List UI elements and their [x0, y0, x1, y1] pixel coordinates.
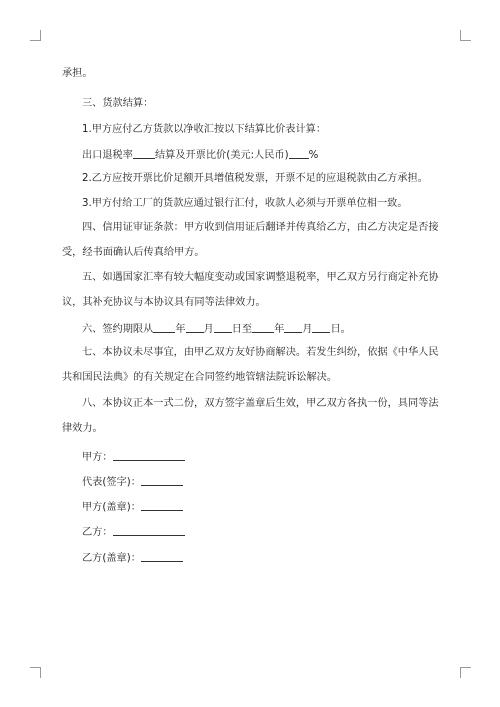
blank-field — [312, 321, 330, 333]
signature-blank — [113, 524, 185, 536]
signature-representative — [82, 474, 442, 490]
text-segment: 结算及开票比价(美元:人民币) — [154, 150, 289, 161]
blank-field — [186, 321, 204, 333]
signature-party-a-seal — [82, 499, 442, 515]
text-segment: 出口退税率 — [82, 150, 133, 161]
signature-label: 乙方(盖章)： — [82, 553, 141, 564]
blank-field — [153, 321, 175, 333]
settlement-ratio-line — [82, 147, 442, 163]
paragraph-line: 2.乙方应按开票比价足额开具增值税发票，开票不足的应退税款由乙方承担。 — [82, 173, 428, 184]
paragraph-line: 律效力。 — [62, 423, 103, 434]
signature-label: 乙方： — [82, 527, 113, 538]
crop-mark-bottom-left — [30, 667, 41, 678]
paragraph-line: 承担。 — [62, 68, 93, 79]
signature-party-b — [82, 524, 442, 540]
crop-mark-top-left — [30, 30, 41, 41]
text-segment: 年 — [274, 324, 285, 335]
paragraph-line: 八、本协议正本一式二份，双方签字盖章后生效，甲乙双方各执一份，具同等法 — [82, 398, 439, 409]
paragraph-line: 议，其补充协议与本协议具有同等法律效力。 — [62, 297, 266, 308]
signature-label: 代表(签字)： — [82, 477, 141, 488]
signature-label: 甲方： — [82, 452, 113, 463]
blank-field — [133, 147, 155, 159]
signature-label: 甲方(盖章)： — [82, 502, 141, 513]
text-segment: 月 — [302, 324, 313, 335]
paragraph-line: 七、本协议未尽事宜，由甲乙双方友好协商解决。若发生纠纷，依据《中华人民 — [82, 347, 439, 358]
text-segment: 六、签约期限从 — [82, 324, 154, 335]
text-segment: 日至 — [231, 324, 253, 335]
paragraph-line: 四、信用证审证条款：甲方收到信用证后翻译并传真给乙方，由乙方决定是否接 — [82, 222, 439, 233]
signature-blank — [113, 449, 185, 461]
paragraph-line: 五、如遇国家汇率有较大幅度变动或国家调整退税率，甲乙双方另行商定补充协 — [82, 272, 439, 283]
paragraph-line: 共和国民法典》的有关规定在合同签约地管辖法院诉讼解决。 — [62, 372, 338, 383]
text-segment: 年 — [175, 324, 186, 335]
signature-party-b-seal — [82, 550, 442, 566]
blank-field — [289, 147, 309, 159]
blank-field — [284, 321, 302, 333]
paragraph-line: 受，经书面确认后传真给甲方。 — [62, 247, 205, 258]
text-segment: % — [308, 150, 319, 161]
paragraph-line: 3.甲方付给工厂的货款应通过银行汇付，收款人必须与开票单位相一致。 — [82, 198, 408, 209]
signature-blank — [141, 550, 183, 562]
blank-field — [252, 321, 274, 333]
text-segment: 月 — [203, 324, 214, 335]
text-segment: 日。 — [330, 324, 351, 335]
signature-blank — [141, 474, 183, 486]
signature-party-a — [82, 449, 442, 465]
crop-mark-bottom-right — [460, 667, 471, 678]
contract-term-line — [82, 321, 442, 337]
paragraph-line: 1.甲方应付乙方货款以净收汇按以下结算比价表计算： — [82, 124, 327, 135]
section-heading-payment: 三、货款结算： — [82, 98, 154, 109]
crop-mark-top-right — [460, 30, 471, 41]
signature-blank — [141, 499, 183, 511]
blank-field — [214, 321, 232, 333]
